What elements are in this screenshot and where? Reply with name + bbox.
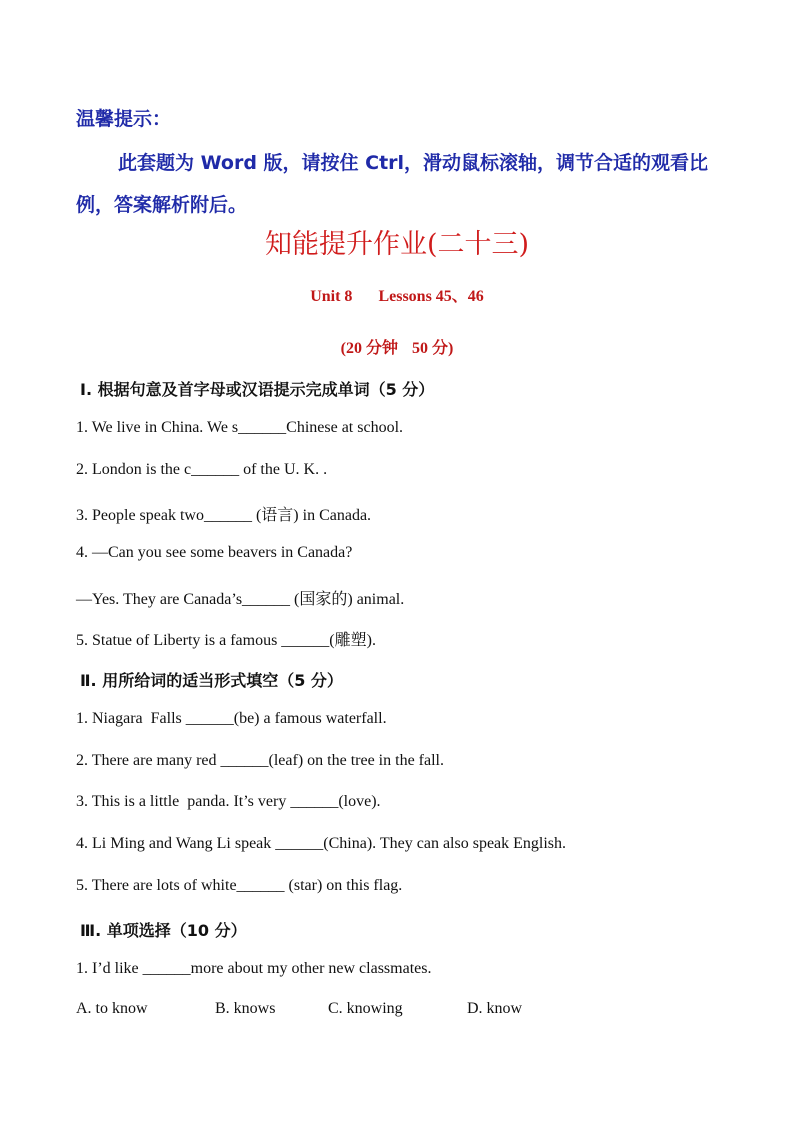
tip-label: 温馨提示： xyxy=(76,108,172,130)
s1-item-3: 3. People speak two______ (语言) in Canada. xyxy=(76,507,372,524)
unit-label: Unit 8 xyxy=(310,288,353,305)
s2-item-2: 2. There are many red ______(leaf) on the tree in the fall. xyxy=(76,752,444,769)
option-a: A. to know xyxy=(76,1000,148,1017)
page-title: 知能提升作业(二十三) xyxy=(264,229,530,260)
s1-item-5: 5. Statue of Liberty is a famous ______(雕塑). xyxy=(76,632,376,649)
s1-item-4: 4. —Can you see some beavers in Canada? xyxy=(76,544,353,561)
s1-item-1: 1. We live in China. We s______Chinese at school. xyxy=(76,419,404,436)
s2-item-1: 1. Niagara Falls ______(be) a famous waterfall. xyxy=(76,710,387,727)
section-2-heading: Ⅱ. 用所给词的适当形式填空（5 分） xyxy=(80,671,343,690)
option-c: C. knowing xyxy=(328,1000,403,1017)
s3-question-1: 1. I’d like ______more about my other new classmates. xyxy=(76,960,432,977)
time-score-line xyxy=(0,335,794,358)
s2-item-4: 4. Li Ming and Wang Li speak ______(China). They can also speak English. xyxy=(76,835,567,852)
score-label: 50 分) xyxy=(412,340,454,357)
option-d: D. know xyxy=(467,1000,523,1017)
lessons-label: Lessons 45、46 xyxy=(378,288,484,305)
section-1-heading: Ⅰ. 根据句意及首字母或汉语提示完成单词（5 分） xyxy=(80,380,435,399)
s1-item-2: 2. London is the c______ of the U. K. . xyxy=(76,461,328,478)
s1-item-4-answer: —Yes. They are Canada’s______ (国家的) animal. xyxy=(76,591,405,608)
option-b: B. knows xyxy=(215,1000,276,1017)
s2-item-5: 5. There are lots of white______ (star) on this flag. xyxy=(76,877,403,894)
section-3-heading: Ⅲ. 单项选择（10 分） xyxy=(80,921,247,940)
unit-subtitle xyxy=(0,283,794,306)
tip-body: 此套题为 Word 版，请按住 Ctrl，滑动鼠标滚轴，调节合适的观看比例，答案解析附后。 xyxy=(76,152,709,216)
time-label: (20 分钟 xyxy=(340,340,398,357)
s2-item-3: 3. This is a little panda. It’s very ______(love). xyxy=(76,793,381,810)
